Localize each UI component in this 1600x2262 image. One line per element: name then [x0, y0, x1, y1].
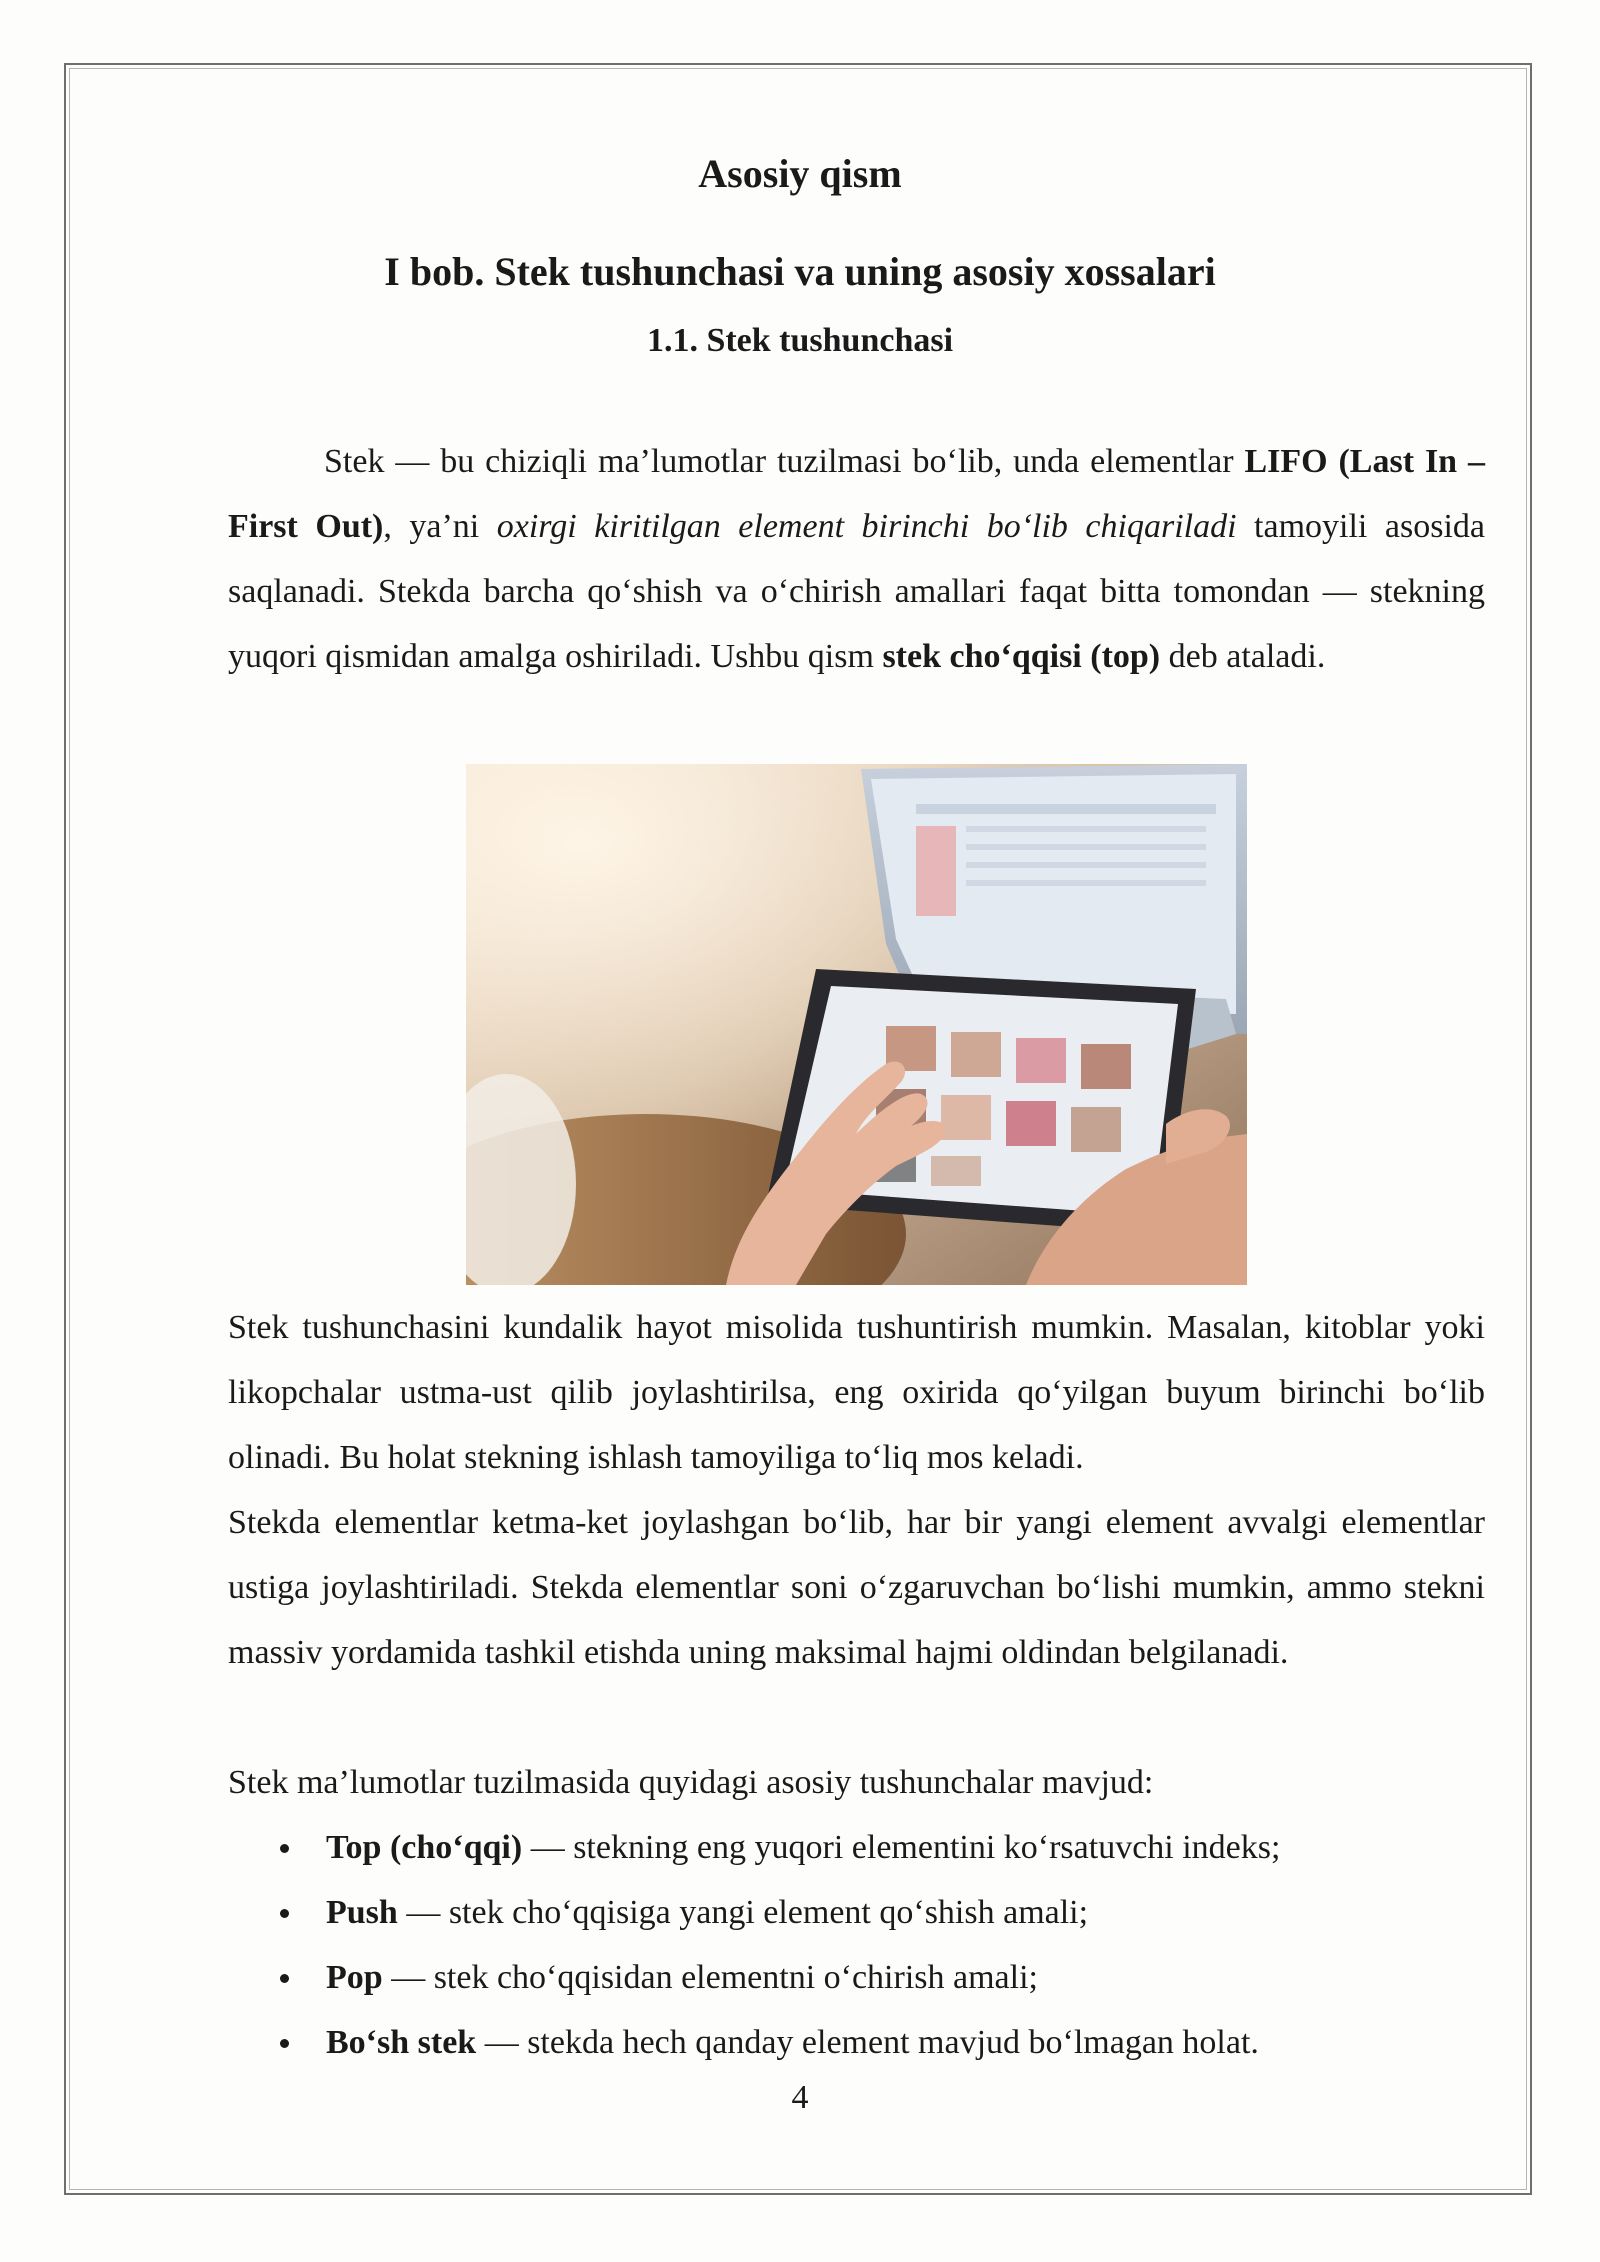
concept-description: — stekning eng yuqori elementini ko‘rsatuvchi indeks; — [522, 1829, 1281, 1866]
list-item — [272, 2010, 1487, 2075]
bullet-icon — [280, 1844, 289, 1853]
intro-text-2: , ya’ni — [383, 508, 497, 545]
concept-term: Top (cho‘qqi) — [326, 1829, 523, 1866]
page-number: 4 — [791, 2079, 809, 2116]
concept-description: — stek cho‘qqisiga yangi element qo‘shish amali; — [397, 1894, 1089, 1931]
lifo-term: LIFO (Last In – First Out) — [228, 443, 1485, 545]
tablet-photo — [466, 764, 1247, 1285]
concepts-intro: Stek ma’lumotlar tuzilmasida quyidagi asosiy tushunchalar mavjud: — [228, 1764, 1154, 1801]
section-title: 1.1. Stek tushunchasi — [646, 322, 954, 359]
intro-text-4: deb ataladi. — [1160, 638, 1326, 675]
list-item — [272, 1945, 1487, 2010]
page-title: Asosiy qism — [698, 151, 902, 196]
bullet-icon — [280, 1909, 289, 1918]
example-paragraph: Stek tushunchasini kundalik hayot misolida tushuntirish mumkin. Masalan, kitoblar yoki likopchalar ustma-ust qilib joylashtirilsa, eng oxirida qo‘yilgan buyum birinchi bo‘lib olinadi. Bu holat stekning ishlash tamoyiliga to‘liq mos keladi. — [228, 1309, 1485, 1476]
bullet-icon — [280, 1974, 289, 1983]
concept-term: Push — [326, 1894, 398, 1931]
lifo-explanation: oxirgi kiritilgan element birinchi bo‘lib chiqariladi — [496, 508, 1237, 545]
intro-text-1: Stek — bu chiziqli ma’lumotlar tuzilmasi bo‘lib, unda elementlar — [324, 443, 1245, 480]
list-item — [272, 1815, 1487, 1880]
concept-term: Pop — [326, 1959, 383, 1996]
concepts-list — [272, 1815, 1487, 2075]
elements-paragraph: Stekda elementlar ketma-ket joylashgan bo‘lib, har bir yangi element avvalgi elementlar ustiga joylashtiriladi. Stekda elementlar soni o‘zgaruvchan bo‘lishi mumkin, ammo stekni massiv yordamida tashkil etishda uning maksimal hajmi oldindan belgilanadi. — [228, 1504, 1485, 1671]
concept-description: — stek cho‘qqisidan elementni o‘chirish amali; — [382, 1959, 1038, 1996]
stack-top-term: stek cho‘qqisi (top) — [882, 638, 1161, 675]
chapter-title: I bob. Stek tushunchasi va uning asosiy xossalari — [384, 249, 1216, 294]
intro-paragraph — [228, 429, 1485, 689]
intro-text-3: tamoyili asosida saqlanadi. Stekda barcha qo‘shish va o‘chirish amallari faqat bitta tomondan — stekning yuqori qismidan amalga oshiriladi. Ushbu qism — [228, 508, 1485, 675]
bullet-icon — [280, 2039, 289, 2048]
concept-description: — stekda hech qanday element mavjud bo‘lmagan holat. — [476, 2024, 1259, 2061]
list-item — [272, 1880, 1487, 1945]
concept-term: Bo‘sh stek — [326, 2024, 477, 2061]
